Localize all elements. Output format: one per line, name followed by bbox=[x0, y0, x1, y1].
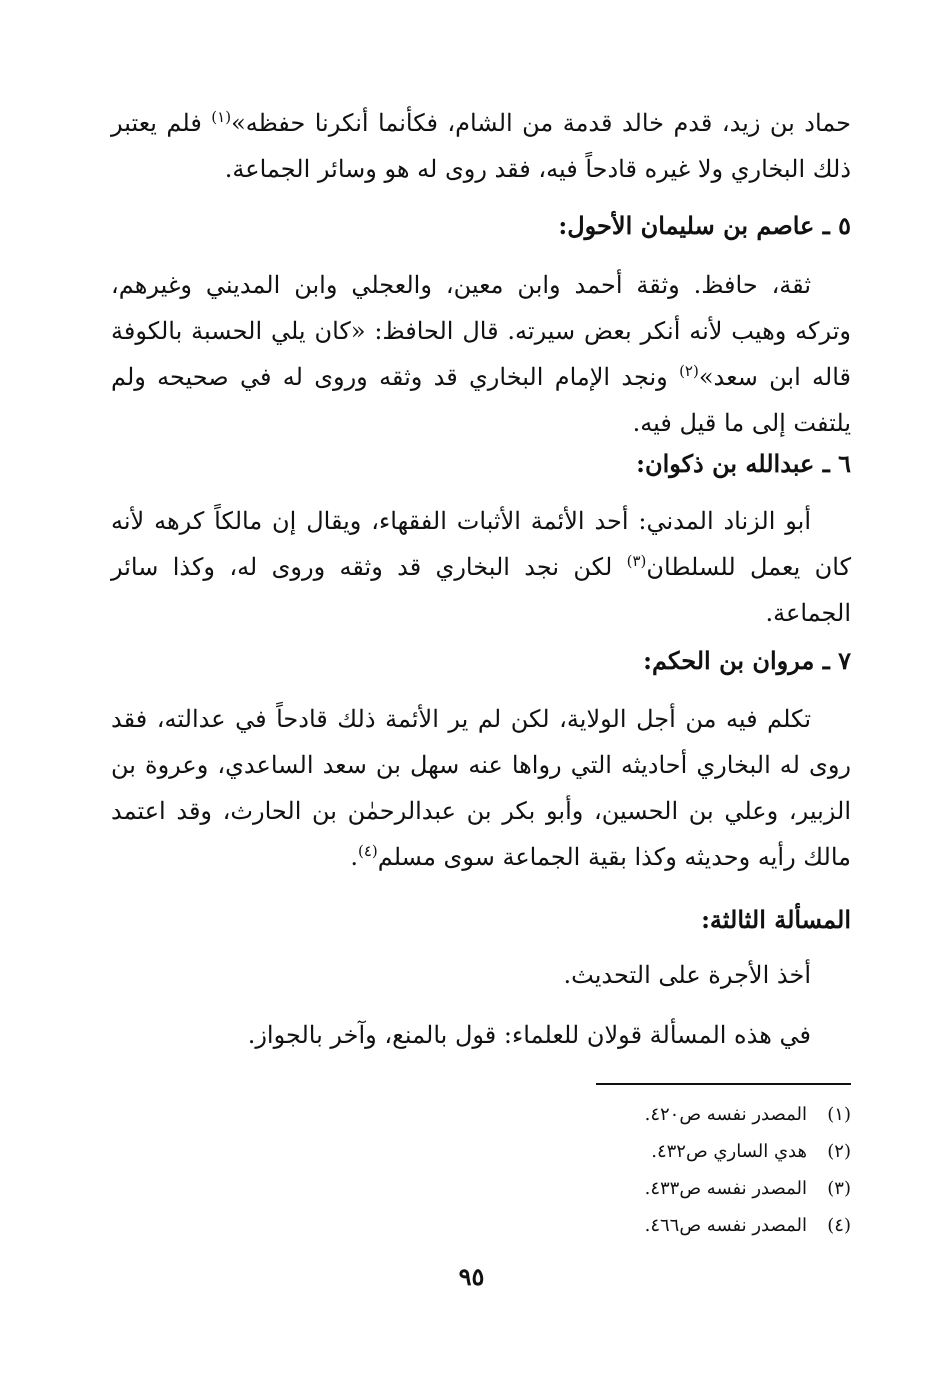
footnote-separator bbox=[596, 1083, 851, 1085]
section-7-heading: ٧ ـ مروان بن الحكم: bbox=[643, 646, 851, 675]
section-6-paragraph bbox=[111, 498, 851, 636]
footnote-ref-2[interactable]: (٢) bbox=[679, 362, 699, 380]
issue-3-topic: أخذ الأجرة على التحديث. bbox=[563, 961, 811, 989]
footnote-item bbox=[451, 1170, 851, 1207]
footnote-item bbox=[451, 1133, 851, 1170]
footnote-number: (٣) bbox=[827, 1178, 851, 1199]
section-5-paragraph bbox=[111, 262, 851, 446]
footnotes-list bbox=[451, 1096, 851, 1244]
footnote-number: (٢) bbox=[827, 1141, 851, 1162]
footnote-text: المصدر نفسه ص٤٣٣. bbox=[644, 1178, 807, 1199]
footnote-text: هدي الساري ص٤٣٢. bbox=[651, 1141, 807, 1162]
intro-text-2: فلم يعتبر ذلك البخاري ولا غيره قادحاً فيه، فقد روى له هو وسائر الجماعة. bbox=[111, 109, 851, 183]
section-6-heading: ٦ ـ عبدالله بن ذكوان: bbox=[636, 449, 851, 478]
section-5-text-2: ونجد الإمام البخاري قد وثقه وروى له في صحيحه ولم يلتفت إلى ما قيل فيه. bbox=[111, 363, 851, 437]
page-number: ٩٥ bbox=[458, 1262, 485, 1291]
issue-3-statement: في هذه المسألة قولان للعلماء: قول بالمنع، وآخر بالجواز. bbox=[247, 1021, 811, 1049]
section-6-text-1: أبو الزناد المدني: أحد الأئمة الأثبات الفقهاء، ويقال إن مالكاً كرهه لأنه كان يعمل للسلطان bbox=[111, 507, 851, 581]
footnote-ref-1[interactable]: (١) bbox=[211, 108, 232, 126]
section-5-heading: ٥ ـ عاصم بن سليمان الأحول: bbox=[558, 211, 851, 240]
footnote-text: المصدر نفسه ص٤٢٠. bbox=[644, 1104, 807, 1125]
section-7-paragraph bbox=[111, 696, 851, 880]
section-6-text-2: لكن نجد البخاري قد وثقه وروى له، وكذا سائر الجماعة. bbox=[111, 553, 851, 627]
footnote-item bbox=[451, 1207, 851, 1244]
issue-3-heading: المسألة الثالثة: bbox=[701, 905, 851, 934]
intro-paragraph bbox=[111, 100, 851, 192]
section-7-text-1: تكلم فيه من أجل الولاية، لكن لم ير الأئمة ذلك قادحاً في عدالته، فقد روى له البخاري أحاديثه التي رواها عنه سهل بن سعد الساعدي، وعروة بن الزبير، وعلي بن الحسين، وأبو بكر بن عبدالرحمٰن بن الحارث، وقد اعتمد مالك رأيه وحديثه وكذا بقية الجماعة سوى مسلم bbox=[111, 705, 851, 871]
footnote-item bbox=[451, 1096, 851, 1133]
footnote-number: (١) bbox=[827, 1104, 851, 1125]
footnote-text: المصدر نفسه ص٤٦٦. bbox=[644, 1215, 807, 1236]
section-5-text-1: ثقة، حافظ. وثقة أحمد وابن معين، والعجلي وابن المديني وغيرهم، وتركه وهيب لأنه أنكر بعض سيرته. قال الحافظ: «كان يلي الحسبة بالكوفة قاله ابن سعد» bbox=[111, 271, 851, 391]
footnote-ref-4[interactable]: (٤) bbox=[357, 842, 378, 860]
footnote-number: (٤) bbox=[827, 1215, 851, 1236]
intro-text-1: حماد بن زيد، قدم خالد قدمة من الشام، فكأنما أنكرنا حفظه» bbox=[231, 109, 851, 137]
footnote-ref-3[interactable]: (٣) bbox=[626, 552, 647, 570]
section-7-text-2: . bbox=[350, 843, 358, 871]
